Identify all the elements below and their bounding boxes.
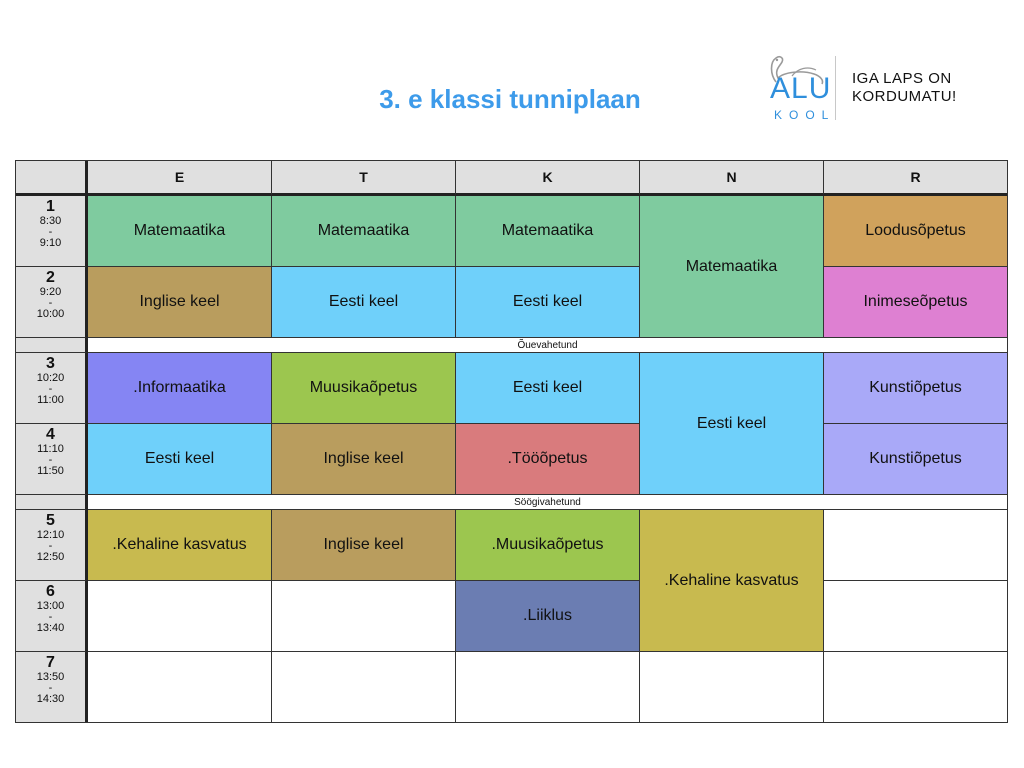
empty-cell xyxy=(272,581,456,652)
lesson-cell: Matemaatika xyxy=(88,196,272,267)
period-sep: - xyxy=(48,297,53,309)
period-number: 6 xyxy=(46,583,55,600)
lesson-cell: Eesti keel xyxy=(640,353,824,495)
period-start: 13:50 xyxy=(36,671,65,683)
lesson-cell: Inglise keel xyxy=(272,510,456,581)
period-end: 13:40 xyxy=(36,622,65,634)
period-number: 3 xyxy=(46,355,55,372)
period-number: 1 xyxy=(46,198,55,215)
lesson-cell: .Tööõpetus xyxy=(456,424,640,495)
logo-divider xyxy=(835,56,836,120)
lesson-cell: Muusikaõpetus xyxy=(272,353,456,424)
day-header-r: R xyxy=(824,161,1007,196)
period-start: 13:00 xyxy=(36,600,65,612)
logo-name: ALU xyxy=(770,72,832,105)
lesson-cell: Inglise keel xyxy=(88,267,272,338)
lesson-cell: .Muusikaõpetus xyxy=(456,510,640,581)
logo-sub: KOOL xyxy=(774,108,836,122)
lesson-cell: Inglise keel xyxy=(272,424,456,495)
empty-cell xyxy=(456,652,640,722)
period-start: 9:20 xyxy=(39,286,62,298)
school-logo xyxy=(760,52,1000,124)
period-sep: - xyxy=(48,611,53,623)
period-number: 5 xyxy=(46,512,55,529)
period-label-1 xyxy=(16,196,88,267)
day-header-t: T xyxy=(272,161,456,196)
break-row: Söögivahetund xyxy=(88,495,1007,510)
period-end: 11:00 xyxy=(37,394,64,406)
lesson-cell: Matemaatika xyxy=(456,196,640,267)
break-label-2 xyxy=(16,495,88,510)
empty-cell xyxy=(640,652,824,722)
break-row: Õuevahetund xyxy=(88,338,1007,353)
empty-cell xyxy=(824,652,1007,722)
lesson-cell: Eesti keel xyxy=(456,353,640,424)
empty-cell xyxy=(824,581,1007,652)
period-start: 10:20 xyxy=(36,372,65,384)
empty-cell xyxy=(88,581,272,652)
period-label-2 xyxy=(16,267,88,338)
lesson-cell: .Liiklus xyxy=(456,581,640,652)
day-header-n: N xyxy=(640,161,824,196)
lesson-cell: Eesti keel xyxy=(272,267,456,338)
period-label-4 xyxy=(16,424,88,495)
period-end: 11:50 xyxy=(37,465,64,477)
lesson-cell: Eesti keel xyxy=(88,424,272,495)
lesson-cell: Matemaatika xyxy=(640,196,824,338)
lesson-cell: .Informaatika xyxy=(88,353,272,424)
lesson-cell: Loodusõpetus xyxy=(824,196,1007,267)
lesson-cell: Kunstiõpetus xyxy=(824,353,1007,424)
period-label-7 xyxy=(16,652,88,722)
period-label-3 xyxy=(16,353,88,424)
period-sep: - xyxy=(48,682,53,694)
empty-cell xyxy=(272,652,456,722)
period-start: 8:30 xyxy=(39,215,62,227)
period-sep: - xyxy=(48,226,53,238)
period-end: 12:50 xyxy=(36,551,65,563)
page-title: 3. e klassi tunniplaan xyxy=(379,84,641,114)
day-header-k: K xyxy=(456,161,640,196)
empty-cell xyxy=(824,510,1007,581)
empty-cell xyxy=(88,652,272,722)
period-number: 4 xyxy=(46,426,55,443)
period-start: 11:10 xyxy=(37,443,64,455)
lesson-cell: Inimeseõpetus xyxy=(824,267,1007,338)
period-label-6 xyxy=(16,581,88,652)
slogan-line-2: KORDUMATU! xyxy=(852,88,957,105)
period-sep: - xyxy=(48,540,53,552)
break-label-1 xyxy=(16,338,88,353)
period-sep: - xyxy=(48,454,53,466)
lesson-cell: Kunstiõpetus xyxy=(824,424,1007,495)
period-end: 10:00 xyxy=(36,308,65,320)
logo-slogan xyxy=(852,70,957,106)
day-header-e: E xyxy=(88,161,272,196)
lesson-cell: .Kehaline kasvatus xyxy=(640,510,824,652)
period-end: 9:10 xyxy=(39,237,62,249)
lesson-cell: Eesti keel xyxy=(456,267,640,338)
period-end: 14:30 xyxy=(36,693,65,705)
period-number: 7 xyxy=(46,654,55,671)
corner-cell xyxy=(16,161,88,196)
period-label-5 xyxy=(16,510,88,581)
period-start: 12:10 xyxy=(36,529,65,541)
period-sep: - xyxy=(48,383,53,395)
period-number: 2 xyxy=(46,269,55,286)
slogan-line-1: IGA LAPS ON xyxy=(852,70,952,87)
lesson-cell: .Kehaline kasvatus xyxy=(88,510,272,581)
lesson-cell: Matemaatika xyxy=(272,196,456,267)
timetable xyxy=(15,160,1008,723)
